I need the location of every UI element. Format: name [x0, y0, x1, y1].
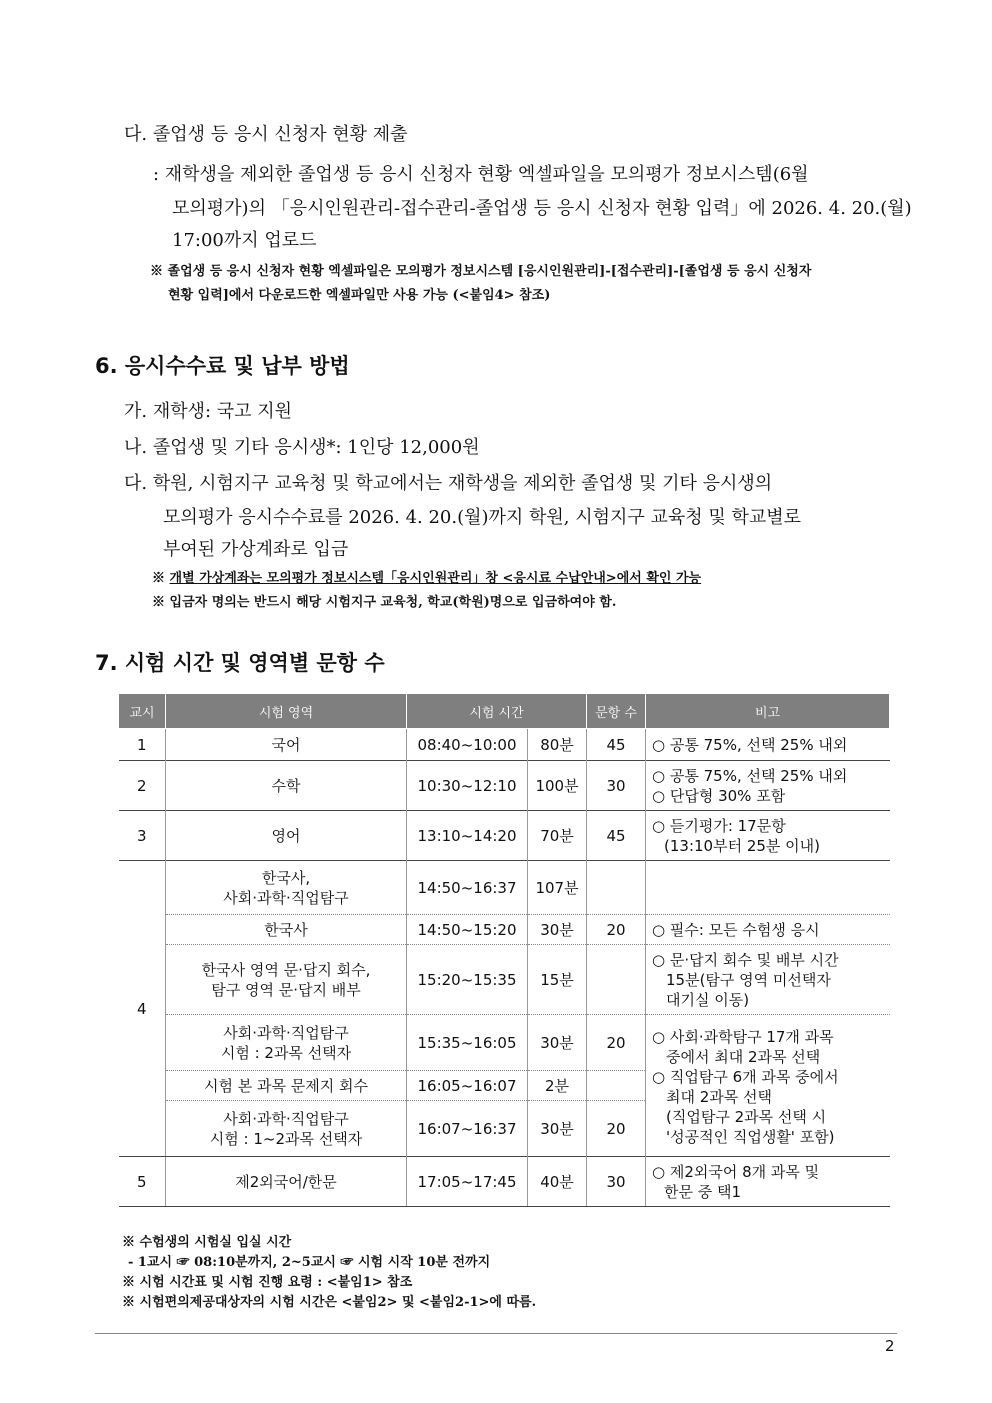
table-note-3: ※ 시험 시간표 및 시험 진행 요령 : <붙임1> 참조 [122, 1275, 413, 1290]
count-cell: 20 [587, 915, 646, 945]
duration-cell: 2분 [528, 1071, 587, 1101]
table-row [119, 861, 890, 915]
table-note-1: ※ 수험생의 시험실 입실 시간 [122, 1235, 292, 1250]
remark-line: ○ 듣기평가: 17문항 [652, 816, 786, 835]
time-cell: 14:50~16:37 [407, 861, 528, 915]
duration-cell: 100분 [528, 761, 587, 811]
area-cell: 수학 [166, 761, 407, 811]
section6-note2: ※ 입금자 명의는 반드시 해당 시험지구 교육청, 학교(학원)명으로 입금하여야 함. [152, 595, 617, 610]
duration-cell: 30분 [528, 1015, 587, 1071]
area-line: 한국사, [261, 868, 311, 887]
remarks-cell [646, 811, 890, 861]
area-cell: 영어 [166, 811, 407, 861]
table-row [119, 1157, 890, 1207]
time-cell: 15:20~15:35 [407, 945, 528, 1015]
section6-item-c-line2: 모의평가 응시수수료를 2026. 4. 20.(월)까지 학원, 시험지구 교육청 및 학교별로 [163, 507, 802, 528]
section7-title: 7. 시험 시간 및 영역별 문항 수 [95, 651, 385, 675]
count-cell [587, 861, 646, 915]
area-cell: 한국사 [166, 915, 407, 945]
remark-line: '성공적인 직업생활' 포함) [666, 1128, 835, 1146]
remarks-cell [646, 1157, 890, 1207]
table-row [119, 811, 890, 861]
header-count: 문항 수 [587, 694, 646, 729]
remark-line: 중에서 최대 2과목 선택 [666, 1048, 821, 1066]
remark-line: ○ 필수: 모든 수험생 응시 [652, 920, 820, 939]
duration-cell: 70분 [528, 811, 587, 861]
area-line: 사회·과학·직업탐구 [223, 1109, 349, 1128]
count-cell: 30 [587, 761, 646, 811]
count-cell: 45 [587, 811, 646, 861]
remark-line: ○ 공통 75%, 선택 25% 내외 [652, 766, 848, 785]
area-line: 사회·과학·직업탐구 [223, 1023, 349, 1042]
table-note-2: - 1교시 ☞ 08:10분까지, 2~5교시 ☞ 시험 시작 10분 전까지 [128, 1255, 491, 1270]
duration-cell: 107분 [528, 861, 587, 915]
footer-divider [95, 1333, 897, 1334]
remark-line: 한문 중 택1 [664, 1182, 742, 1201]
section-c-line3: 17:00까지 업로드 [172, 230, 317, 251]
section6-item-b: 나. 졸업생 및 기타 응시생*: 1인당 12,000원 [124, 437, 480, 458]
period-cell: 3 [119, 811, 166, 861]
table-note-4: ※ 시험편의제공대상자의 시험 시간은 <붙임2> 및 <붙임2-1>에 따름. [122, 1295, 537, 1310]
remark-line: 대기실 이동) [666, 990, 750, 1009]
area-line: 탐구 영역 문·답지 배부 [211, 980, 361, 999]
section-c-heading: 다. 졸업생 등 응시 신청자 현황 제출 [124, 124, 408, 145]
time-cell: 16:05~16:07 [407, 1071, 528, 1101]
period-cell: 1 [119, 729, 166, 761]
area-line: 사회·과학·직업탐구 [223, 888, 349, 907]
remarks-cell [646, 1015, 890, 1157]
table-row [119, 915, 890, 945]
table-row [119, 1015, 890, 1071]
duration-cell: 30분 [528, 1101, 587, 1157]
remarks-cell [646, 861, 890, 915]
period-cell: 4 [119, 861, 166, 1157]
area-cell [166, 945, 407, 1015]
area-cell [166, 1101, 407, 1157]
time-cell: 15:35~16:05 [407, 1015, 528, 1071]
table-row [119, 945, 890, 1015]
area-cell [166, 861, 407, 915]
count-cell [587, 1071, 646, 1101]
time-cell: 08:40~10:00 [407, 729, 528, 761]
header-time: 시험 시간 [407, 694, 587, 729]
header-period: 교시 [119, 694, 166, 729]
time-cell: 13:10~14:20 [407, 811, 528, 861]
count-cell: 20 [587, 1101, 646, 1157]
table-header-row [119, 694, 890, 729]
remark-line: ○ 사회·과학탐구 17개 과목 [652, 1028, 834, 1046]
remark-line: (13:10부터 25분 이내) [664, 836, 821, 855]
count-cell [587, 945, 646, 1015]
remark-line: 최대 2과목 선택 [666, 1088, 773, 1106]
section6-title: 6. 응시수수료 및 납부 방법 [95, 354, 350, 378]
section6-item-a: 가. 재학생: 국고 지원 [124, 401, 293, 422]
remark-line: ○ 문·답지 회수 및 배부 시간 [652, 950, 839, 969]
area-cell: 국어 [166, 729, 407, 761]
time-cell: 14:50~15:20 [407, 915, 528, 945]
remarks-cell [646, 761, 890, 811]
area-cell [166, 1015, 407, 1071]
remark-line: (직업탐구 2과목 선택 시 [666, 1108, 827, 1126]
remark-line: ○ 직업탐구 6개 과목 중에서 [652, 1068, 839, 1086]
page-number: 2 [885, 1337, 895, 1355]
section6-item-c-line3: 부여된 가상계좌로 입금 [163, 539, 349, 560]
note-mark: ※ [152, 571, 166, 586]
time-cell: 10:30~12:10 [407, 761, 528, 811]
area-line: 시험 : 2과목 선택자 [220, 1043, 352, 1062]
time-cell: 16:07~16:37 [407, 1101, 528, 1157]
remarks-cell [646, 915, 890, 945]
period-cell: 5 [119, 1157, 166, 1207]
remarks-cell [646, 729, 890, 761]
area-line: 한국사 영역 문·답지 회수, [201, 960, 371, 979]
exam-schedule-table [118, 693, 890, 1207]
section6-note1 [152, 567, 701, 586]
duration-cell: 80분 [528, 729, 587, 761]
header-area: 시험 영역 [166, 694, 407, 729]
area-line: 시험 : 1~2과목 선택자 [209, 1129, 363, 1148]
table-row [119, 729, 890, 761]
remarks-cell [646, 945, 890, 1015]
section-c-line1: : 재학생을 제외한 졸업생 등 응시 신청자 현황 엑셀파일을 모의평가 정보시스템(6월 [153, 164, 809, 185]
remark-line: 15분(탐구 영역 미선택자 [666, 970, 831, 989]
section6-item-c-line1: 다. 학원, 시험지구 교육청 및 학교에서는 재학생을 제외한 졸업생 및 기타 응시생의 [124, 473, 773, 494]
section6-note1-text: 개별 가상계좌는 모의평가 정보시스템「응시인원관리」창 <응시료 수납안내>에서 확인 가능 [169, 571, 702, 586]
section-c-note-line2: 현황 입력]에서 다운로드한 엑셀파일만 사용 가능 (<붙임4> 참조) [168, 288, 551, 303]
table-row [119, 761, 890, 811]
section-c-note-line1: ※ 졸업생 등 응시 신청자 현황 엑셀파일은 모의평가 정보시스템 [응시인원관리]-[접수관리]-[졸업생 등 응시 신청자 [150, 264, 812, 279]
period-cell: 2 [119, 761, 166, 811]
time-cell: 17:05~17:45 [407, 1157, 528, 1207]
count-cell: 20 [587, 1015, 646, 1071]
duration-cell: 15분 [528, 945, 587, 1015]
header-remarks: 비고 [646, 694, 890, 729]
section-c-line2: 모의평가)의 「응시인원관리-접수관리-졸업생 등 응시 신청자 현황 입력」에 2026. 4. 20.(월) [172, 198, 912, 219]
remark-line: ○ 단답형 30% 포함 [652, 786, 786, 805]
count-cell: 30 [587, 1157, 646, 1207]
remark-line: ○ 제2외국어 8개 과목 및 [652, 1162, 820, 1181]
area-cell: 시험 본 과목 문제지 회수 [166, 1071, 407, 1101]
count-cell: 45 [587, 729, 646, 761]
duration-cell: 30분 [528, 915, 587, 945]
duration-cell: 40분 [528, 1157, 587, 1207]
remark-line: ○ 공통 75%, 선택 25% 내외 [652, 735, 848, 754]
area-cell: 제2외국어/한문 [166, 1157, 407, 1207]
